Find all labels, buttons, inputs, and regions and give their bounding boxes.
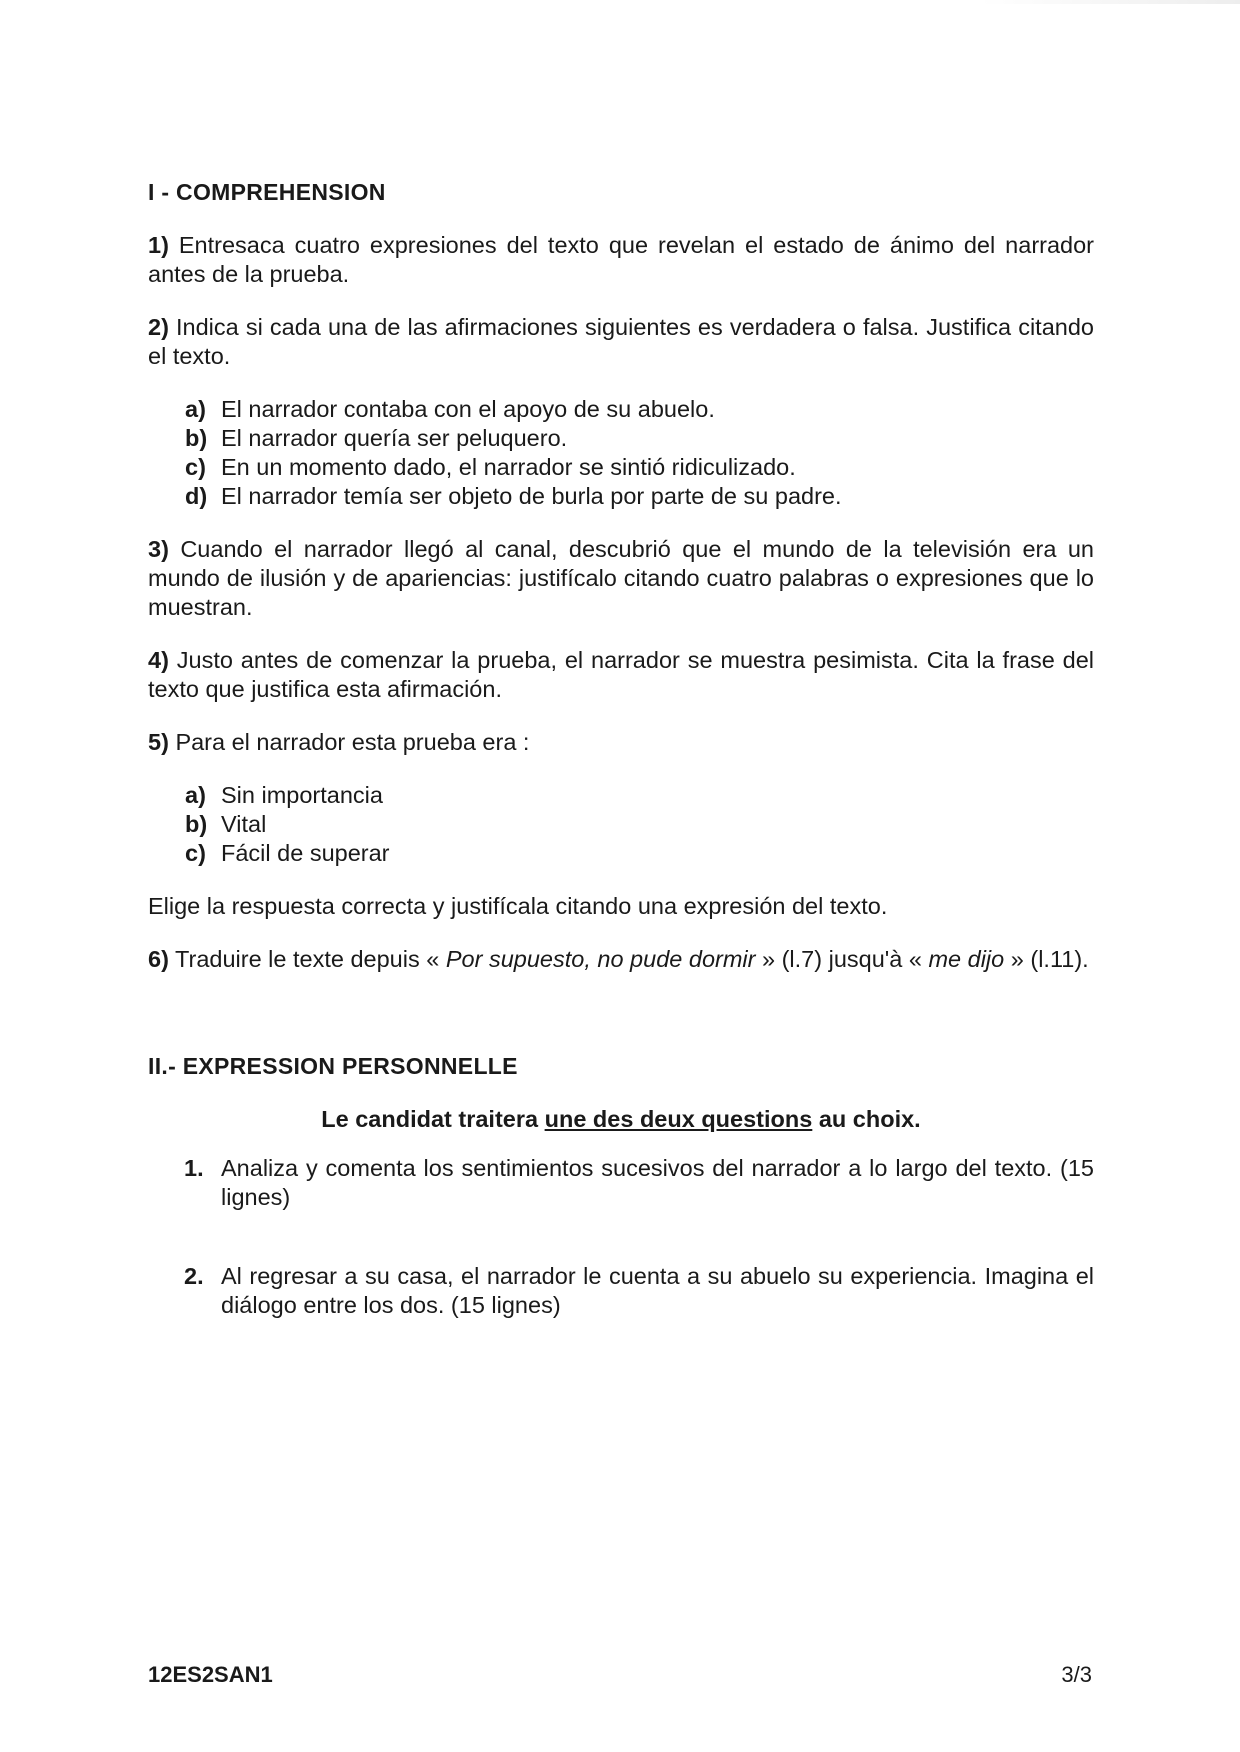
option-letter: c) bbox=[185, 454, 206, 480]
option-text: Fácil de superar bbox=[221, 840, 390, 866]
option-letter: a) bbox=[185, 782, 206, 808]
essay-question-2 bbox=[148, 1262, 1094, 1320]
option-text: En un momento dado, el narrador se sintió ridiculizado. bbox=[221, 454, 796, 480]
question-text: Cuando el narrador llegó al canal, descubrió que el mundo de la televisión era un mundo de ilusión y de apariencias: justifícalo citando cuatro palabras o expresiones que lo muestran. bbox=[148, 536, 1094, 620]
scan-edge-mark bbox=[980, 0, 1240, 4]
question-number: 3) bbox=[148, 536, 169, 562]
option-text: El narrador temía ser objeto de burla por parte de su padre. bbox=[221, 483, 842, 509]
question-3 bbox=[148, 535, 1094, 622]
question-text-post: » (l.11). bbox=[1004, 946, 1089, 972]
option-item bbox=[185, 424, 1094, 453]
question-number: 2) bbox=[148, 314, 169, 340]
page-content bbox=[148, 178, 1094, 1320]
essay-text: Al regresar a su casa, el narrador le cuenta a su abuelo su experiencia. Imagina el diálogo entre los dos. (15 lignes) bbox=[221, 1263, 1094, 1318]
option-letter: b) bbox=[185, 811, 208, 837]
question-text-pre: Traduire le texte depuis « bbox=[175, 946, 446, 972]
essay-number: 2. bbox=[184, 1263, 204, 1289]
option-item bbox=[185, 482, 1094, 511]
instruction-underlined: une des deux questions bbox=[544, 1106, 813, 1132]
question-1 bbox=[148, 231, 1094, 289]
question-text: Justo antes de comenzar la prueba, el narrador se muestra pesimista. Cita la frase del texto que justifica esta afirmación. bbox=[148, 647, 1094, 702]
section-2-instruction bbox=[148, 1105, 1094, 1134]
question-4 bbox=[148, 646, 1094, 704]
question-6 bbox=[148, 945, 1094, 974]
question-text-mid: » (l.7) jusqu'à « bbox=[755, 946, 929, 972]
option-text: Sin importancia bbox=[221, 782, 383, 808]
question-number: 1) bbox=[148, 232, 169, 258]
question-text: Entresaca cuatro expresiones del texto que revelan el estado de ánimo del narrador antes de la prueba. bbox=[148, 232, 1095, 287]
option-item bbox=[185, 839, 1094, 868]
essay-text: Analiza y comenta los sentimientos sucesivos del narrador a lo largo del texto. (15 lignes) bbox=[221, 1155, 1094, 1210]
essay-number: 1. bbox=[184, 1155, 204, 1181]
question-5-options bbox=[185, 781, 1094, 868]
essay-question-1 bbox=[148, 1154, 1094, 1212]
question-5 bbox=[148, 728, 1094, 757]
question-number: 5) bbox=[148, 729, 169, 755]
question-text: Para el narrador esta prueba era : bbox=[175, 729, 530, 755]
option-letter: b) bbox=[185, 425, 208, 451]
essay-questions bbox=[148, 1154, 1094, 1320]
option-item bbox=[185, 395, 1094, 424]
option-text: El narrador contaba con el apoyo de su abuelo. bbox=[221, 396, 715, 422]
option-item bbox=[185, 453, 1094, 482]
quote-start: Por supuesto, no pude dormir bbox=[445, 946, 756, 972]
option-letter: c) bbox=[185, 840, 206, 866]
option-text: Vital bbox=[221, 811, 267, 837]
question-5-instruction: Elige la respuesta correcta y justifícala citando una expresión del texto. bbox=[148, 893, 888, 919]
question-number: 6) bbox=[148, 946, 169, 972]
question-text: Indica si cada una de las afirmaciones siguientes es verdadera o falsa. Justifica citando el texto. bbox=[148, 314, 1094, 369]
exam-code: 12ES2SAN1 bbox=[148, 1662, 273, 1687]
option-letter: a) bbox=[185, 396, 206, 422]
section-1-title: I - COMPREHENSION bbox=[148, 179, 386, 205]
question-2-options bbox=[185, 395, 1094, 511]
page-number: 3/3 bbox=[1061, 1662, 1092, 1687]
option-letter: d) bbox=[185, 483, 208, 509]
option-text: El narrador quería ser peluquero. bbox=[221, 425, 568, 451]
option-item bbox=[185, 781, 1094, 810]
question-number: 4) bbox=[148, 647, 169, 673]
instruction-pre: Le candidat traitera bbox=[321, 1106, 545, 1132]
quote-end: me dijo bbox=[928, 946, 1005, 972]
instruction-post: au choix. bbox=[812, 1106, 921, 1132]
option-item bbox=[185, 810, 1094, 839]
section-2-title: II.- EXPRESSION PERSONNELLE bbox=[148, 1053, 518, 1079]
question-2 bbox=[148, 313, 1094, 371]
